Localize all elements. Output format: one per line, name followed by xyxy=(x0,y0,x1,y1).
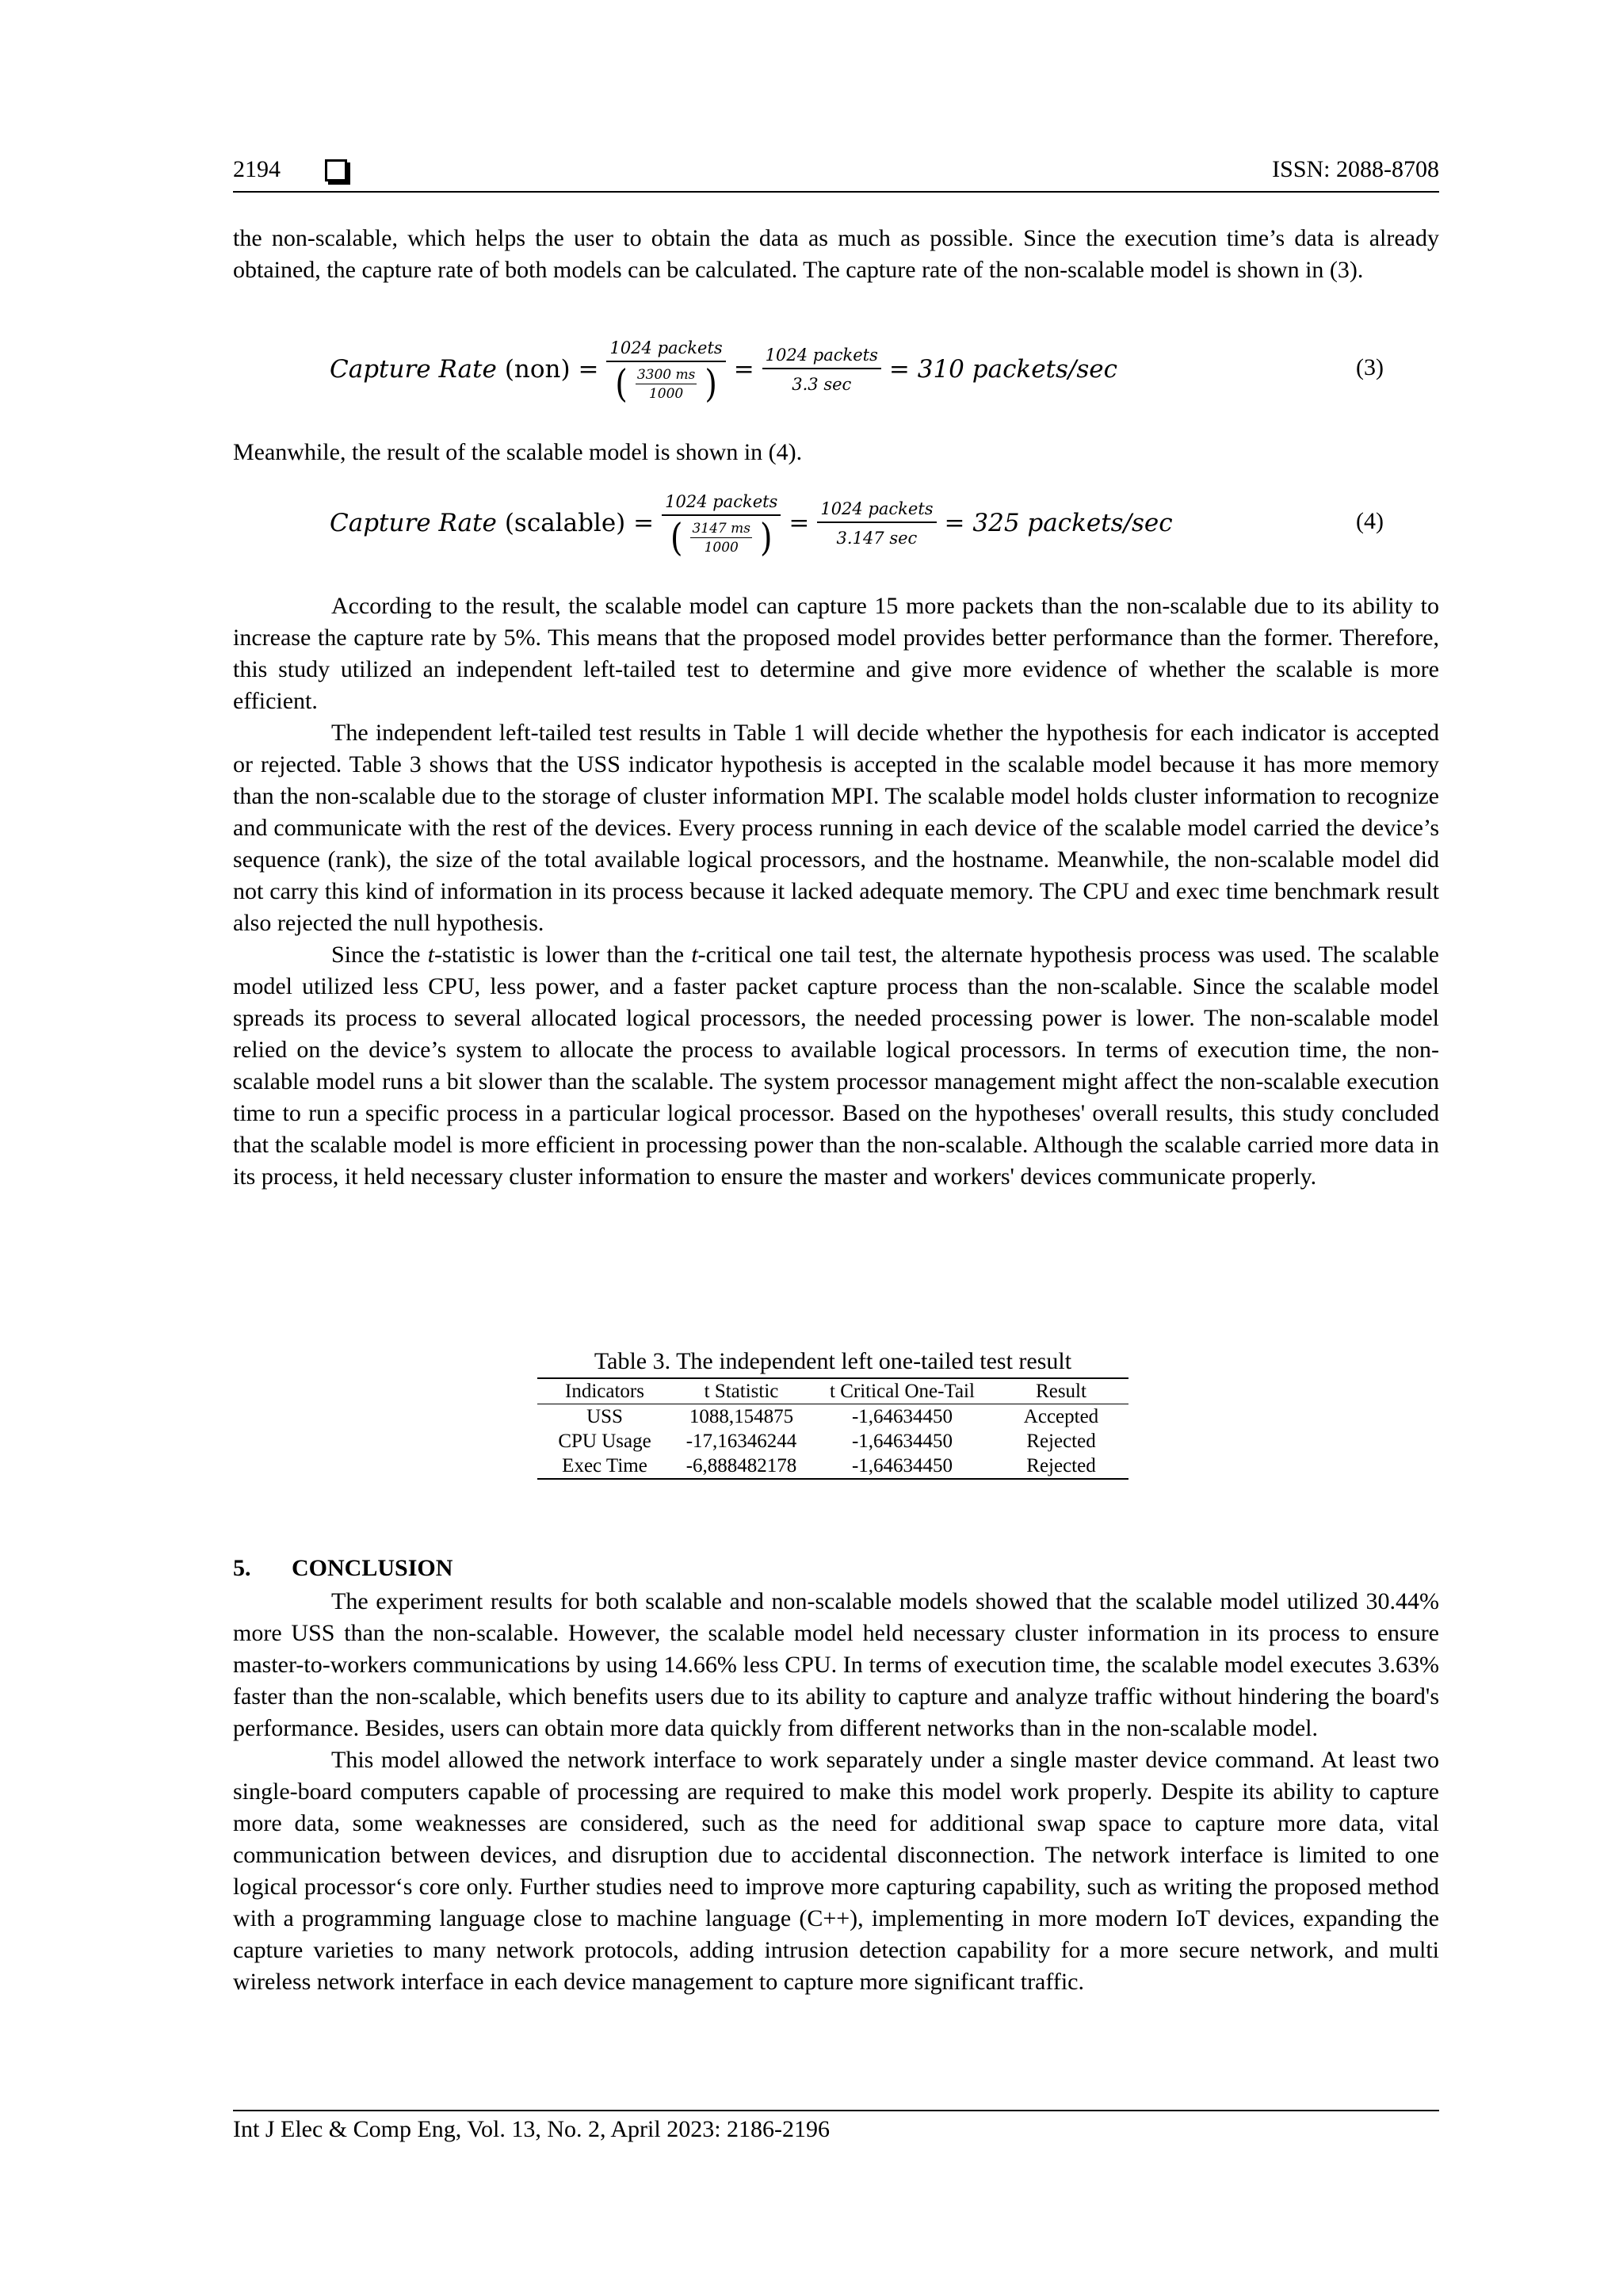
fraction-denominator: 3.147 sec xyxy=(836,528,918,548)
table-caption: Table 3. The independent left one-tailed test result xyxy=(594,1348,1072,1374)
table-cell: -1,64634450 xyxy=(851,1455,953,1477)
table-cell: USS xyxy=(586,1406,623,1427)
table-cell: -1,64634450 xyxy=(851,1406,953,1427)
table-cell: Exec Time xyxy=(562,1455,647,1477)
table-cell: -6,888482178 xyxy=(685,1455,797,1477)
section-heading-conclusion xyxy=(233,1555,453,1582)
paragraph-intro xyxy=(233,223,1439,286)
table-row xyxy=(537,1454,1128,1479)
section-number: 5. xyxy=(233,1555,251,1581)
conclusion-text xyxy=(233,1586,1439,1998)
paragraph: The independent left-tailed test results in Table 1 will decide whether the hypothesis for each indicator is accepted or rejected. Table 3 shows that the USS indicator hypothesis is accepted in the scalable model because it has more memory than the non-scalable due to the storage of cluster information MPI. The scalable model holds cluster information to recognize and communicate with the rest of the devices. Every process running in each device of the scalable model carried the device’s sequence (rank), the size of the total available logical processors, and the hostname. Meanwhile, the non-scalable model did not carry this kind of information in its process because it lacked adequate memory. The CPU and exec time benchmark result also rejected the null hypothesis. xyxy=(233,720,1439,936)
fraction xyxy=(817,499,936,548)
column-header: Result xyxy=(1036,1381,1086,1402)
discussion-text xyxy=(233,590,1439,1193)
paragraph: the non-scalable, which helps the user to obtain the data as much as possible. Since the execution time’s data is already obtained, the capture rate of both models can be calculated. The capture rate of the non-scalable model is shown in (3). xyxy=(233,225,1439,283)
inner-numerator: 3300 ms xyxy=(636,366,696,383)
equation-4: Capture Rate (scalable) = 1024 packets ( $\frac{3147 ms}{1000}$ ) = $\frac{\text{1024 packets}}{3.147 \sec}$ = 325 packets/sec (4) xyxy=(330,491,1384,560)
page-header xyxy=(233,156,1439,193)
paragraph-meanwhile xyxy=(233,437,1439,468)
footer-citation: Int J Elec & Comp Eng, Vol. 13, No. 2, April 2023: 2186-2196 xyxy=(233,2116,831,2142)
equation-number: (4) xyxy=(1356,508,1384,534)
equation-lhs-arg: (non) xyxy=(504,355,571,384)
fraction-numerator: 1024 packets xyxy=(606,338,725,362)
table-cell: 1088,154875 xyxy=(689,1406,794,1427)
section-title: CONCLUSION xyxy=(292,1555,453,1581)
fraction-numerator: 1024 packets xyxy=(662,491,781,516)
equation-lhs: Capture Rate xyxy=(330,509,497,537)
table-cell: Accepted xyxy=(1023,1406,1099,1427)
table-3 xyxy=(537,1347,1128,1480)
table-cell: Rejected xyxy=(1026,1431,1096,1452)
paragraph: Meanwhile, the result of the scalable model is shown in (4). xyxy=(233,439,803,465)
footer-rule xyxy=(233,2110,1439,2111)
table-row xyxy=(537,1404,1128,1430)
fraction-numerator: 1024 packets xyxy=(762,345,881,369)
table-cell: -1,64634450 xyxy=(851,1431,953,1452)
equation-lhs-arg: (scalable) xyxy=(504,509,626,537)
equation-3: Capture Rate (non) = 1024 packets ( $\frac{3300 ms}{1000}$ ) = $\frac{\text{1024 packets}}{3.3 \sec}$ = 310 packets/sec (3) xyxy=(330,338,1384,407)
results-table xyxy=(537,1377,1128,1480)
header-rule xyxy=(233,191,1439,193)
column-header: t Statistic xyxy=(704,1381,779,1402)
page-number: 2194 xyxy=(233,156,281,182)
fraction xyxy=(762,345,881,395)
equation-number: (3) xyxy=(1356,354,1384,380)
inner-denominator: 1000 xyxy=(648,385,684,402)
inner-numerator: 3147 ms xyxy=(692,520,750,537)
column-header: t Critical One-Tail xyxy=(830,1381,975,1402)
table-cell: -17,16346244 xyxy=(685,1431,797,1452)
fraction-numerator: 1024 packets xyxy=(817,499,936,523)
table-row xyxy=(537,1429,1128,1454)
paragraph: Since the t-statistic is lower than the t-critical one tail test, the alternate hypothesis process was used. The scalable model utilized less CPU, less power, and a faster packet capture process than the non-scalable. Since the scalable model spreads its process to several allocated logical processors, the needed processing power is lower. The non-scalable model relied on the device’s system to allocate the process to available logical processors. In terms of execution time, the non-scalable model runs a bit slower than the scalable. The system processor management might affect the non-scalable execution time to run a specific process in a particular logical processor. Based on the hypotheses' overall results, this study concluded that the scalable model is more efficient in processing power than the non-scalable. Although the scalable carried more data in its process, it held necessary cluster information to ensure the master and workers' devices communicate properly. xyxy=(233,942,1439,1190)
table-header-row xyxy=(537,1378,1128,1404)
issn: ISSN: 2088-8708 xyxy=(1272,156,1439,182)
table-cell: Rejected xyxy=(1026,1455,1096,1477)
equation-result: = 325 packets/sec xyxy=(944,509,1173,537)
fraction: 1024 packets ( $\frac{3147 ms}{1000}$ ) xyxy=(662,491,781,556)
fraction: 1024 packets ( $\frac{3300 ms}{1000}$ ) xyxy=(606,338,725,402)
column-header: Indicators xyxy=(565,1381,644,1402)
paragraph: According to the result, the scalable model can capture 15 more packets than the non-scalable due to its ability to increase the capture rate by 5%. This means that the proposed model provides better performance than the former. Therefore, this study utilized an independent left-tailed test to determine and give more evidence of whether the scalable is more efficient. xyxy=(233,593,1439,714)
equation-lhs: Capture Rate xyxy=(330,355,497,384)
equation-result: = 310 packets/sec xyxy=(888,355,1117,384)
inner-denominator: 1000 xyxy=(704,539,739,556)
table-cell: CPU Usage xyxy=(558,1431,651,1452)
paragraph: The experiment results for both scalable and non-scalable models showed that the scalable model utilized 30.44% more USS than the non-scalable. However, the scalable model held necessary cluster information in its process to ensure master-to-workers communications by using 14.66% less CPU. In terms of execution time, the scalable model executes 3.63% faster than the non-scalable, which benefits users due to its ability to capture and analyze traffic without hindering the board's performance. Besides, users can obtain more data quickly from different networks than in the non-scalable model. xyxy=(233,1588,1439,1741)
paragraph: This model allowed the network interface to work separately under a single master device command. At least two single-board computers capable of processing are required to make this model work properly. Despite its ability to capture more data, some weaknesses are considered, such as the need for additional swap space to capture more data, vital communication between devices, and disruption due to accidental disconnection. The network interface is limited to one logical processor‘s core only. Further studies need to improve more capturing capability, such as writing the proposed method with a programming language close to machine language (C++), implementing in more modern IoT devices, expanding the capture varieties to many network protocols, adding intrusion detection capability for a more secure network, and multi wireless network interface in each device management to capture more significant traffic. xyxy=(233,1747,1439,1995)
checkbox-square-icon xyxy=(325,159,347,181)
fraction-denominator: 3.3 sec xyxy=(792,374,852,394)
